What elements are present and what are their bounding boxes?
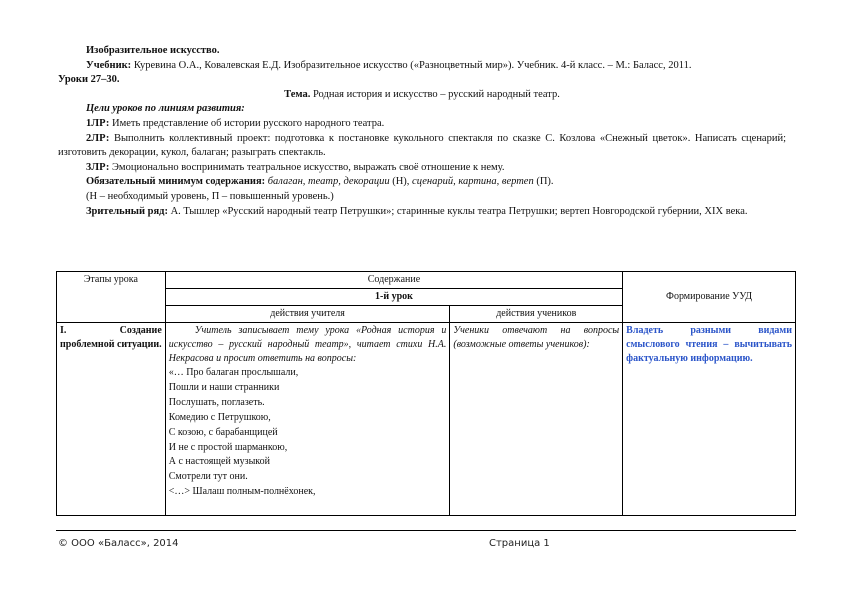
- header-student-actions: действия учеников: [450, 306, 623, 323]
- goal-3-text: Эмоционально воспринимать театральное искусство, выражать своё отношение к нему.: [109, 161, 505, 173]
- goal-3: [58, 161, 786, 176]
- document-header: [58, 44, 786, 219]
- topic-label: Тема.: [284, 88, 311, 100]
- goal-2-label: 2ЛР:: [86, 132, 110, 144]
- poem-line: И не с простой шарманкою,: [168, 441, 288, 453]
- goal-1: [58, 117, 786, 132]
- teacher-intro: Учитель записывает тему урока «Родная история и искусство – русский народный театр», читает стихи Н.А. Некрасова и просит ответить на вопросы:: [168, 325, 447, 364]
- header-content: Содержание: [165, 272, 622, 289]
- topic-line: [58, 88, 786, 103]
- student-cell: Ученики отвечают на вопросы (возможные ответы учеников):: [450, 323, 623, 516]
- poem-line: А с настоящей музыкой: [168, 456, 270, 468]
- minimum-content: [58, 175, 786, 190]
- table-header-row-1: [57, 272, 796, 289]
- minimum-advanced-level: (П).: [533, 176, 554, 188]
- poem-line: С козою, с барабанщицей: [168, 426, 278, 438]
- teacher-cell: [165, 323, 450, 516]
- footer-page-number: Страница 1: [489, 538, 550, 549]
- lessons-line: Уроки 27–30.: [58, 74, 120, 86]
- textbook-line: [58, 59, 786, 74]
- minimum-advanced: сценарий, картина, вертеп: [409, 176, 534, 188]
- textbook-text: Куревина О.А., Ковалевская Е.Д. Изобразительное искусство («Разноцветный мир»). Учебник. 4-й класс. – М.: Баласс, 2011.: [131, 59, 692, 71]
- poem-line: Пошли и наши странники: [168, 381, 280, 393]
- poem-line: Смотрели тут они.: [168, 471, 248, 483]
- minimum-basic: балаган, театр, декорации: [265, 176, 390, 188]
- goal-2-text: Выполнить коллективный проект: подготовка к постановке кукольного спектакля по сказке С. Козлова «Снежный цветок». Написать сценарий; изготовить декорации, кукол, балаган; разыграть спектакль.: [58, 132, 786, 159]
- header-teacher-actions: действия учителя: [165, 306, 450, 323]
- footer-copyright: © ООО «Баласс», 2014: [58, 538, 179, 549]
- goals-heading: Цели уроков по линиям развития:: [86, 103, 245, 115]
- stage-cell: I. Создание проблемной ситуации.: [57, 323, 166, 516]
- poem-line: «… Про балаган прослышали,: [168, 367, 299, 378]
- minimum-basic-level: (Н),: [389, 176, 410, 188]
- header-stages: Этапы урока: [57, 272, 166, 323]
- minimum-label: Обязательный минимум содержания:: [86, 176, 266, 188]
- visual-label: Зрительный ряд:: [86, 205, 168, 217]
- goal-1-label: 1ЛР:: [86, 117, 110, 129]
- table-row: [57, 323, 796, 516]
- lesson-plan-table: [56, 271, 796, 516]
- goal-1-text: Иметь представление об истории русского народного театра.: [109, 117, 385, 129]
- poem-line: <…> Шалаш полным-полнёхонек,: [168, 486, 316, 498]
- topic-text: Родная история и искусство – русский народный театр.: [310, 88, 560, 100]
- poem-line: Комедию с Петрушкою,: [168, 411, 271, 423]
- uud-cell: Владеть разными видами смыслового чтения – вычитывать фактуальную информацию.: [623, 323, 796, 516]
- goal-3-label: 3ЛР:: [86, 161, 110, 173]
- poem-line: Послушать, поглазеть.: [168, 396, 265, 408]
- goal-2: [58, 132, 786, 161]
- footer-divider: [56, 530, 796, 531]
- header-lesson-number: 1-й урок: [165, 289, 622, 306]
- header-uud: Формирование УУД: [623, 272, 796, 323]
- poem: [169, 366, 447, 500]
- textbook-label: Учебник:: [86, 59, 132, 71]
- visual-series: [58, 205, 786, 220]
- visual-text: А. Тышлер «Русский народный театр Петрушки»; старинные куклы театра Петрушки; вертеп Новгородской губернии, XIX века.: [167, 205, 748, 217]
- levels-note: (Н – необходимый уровень, П – повышенный уровень.): [86, 190, 334, 202]
- subject-line: Изобразительное искусство.: [86, 45, 220, 56]
